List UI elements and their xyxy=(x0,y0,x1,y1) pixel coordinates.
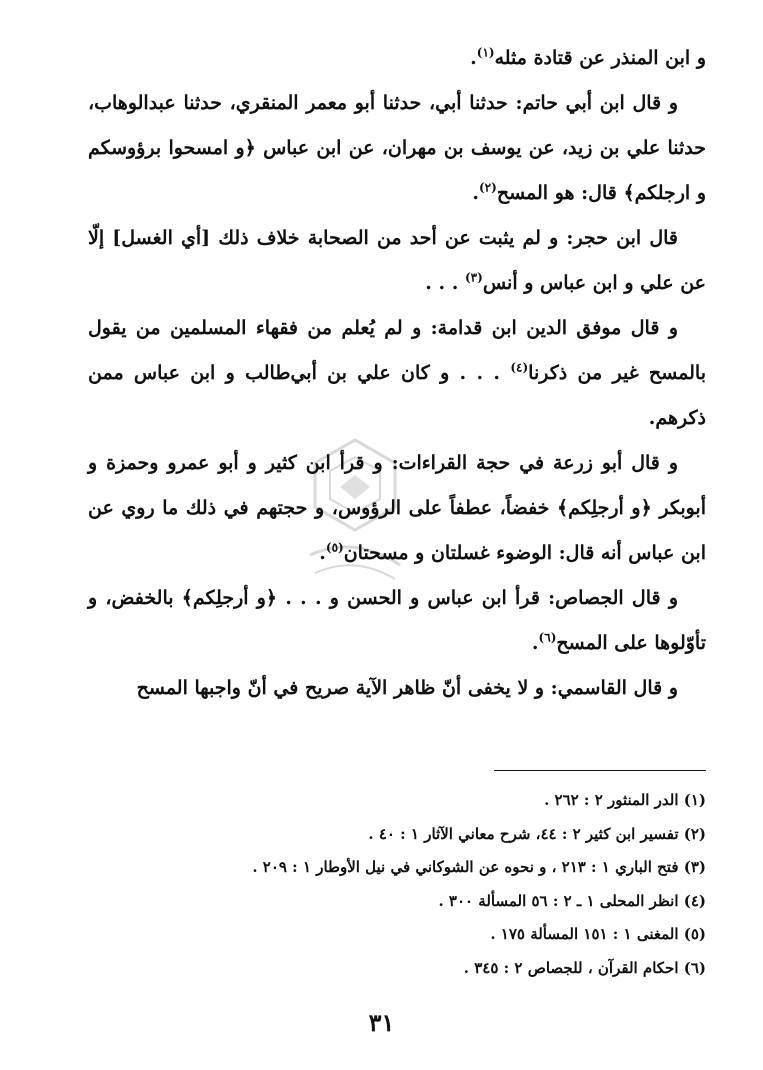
footnote-5: (٥) المغنى ١ : ١٥١ المسألة ١٧٥ . xyxy=(490,925,706,943)
footnote-ref-4: (٤) xyxy=(510,360,529,375)
paragraph-2-text: و قال ابن أبي حاتم: حدثنا أبي، حدثنا أبو معمر المنقري، حدثنا عبدالوهاب، حدثنا علي بن زيد، عن يوسف بن مهران، عن ابن عباس ﴿و امسحوا برؤوسكم و ارجلكم﴾ قال: هو المسح xyxy=(88,92,706,204)
paragraph-6-text: و قال الجصاص: قرأ ابن عباس و الحسن و . . . ﴿و أرجلِكم﴾ بالخفض، و تأوّلوها على المسح xyxy=(88,587,706,654)
paragraph-2 xyxy=(88,81,706,216)
paragraph-1 xyxy=(88,36,706,81)
paragraph-7 xyxy=(88,666,706,711)
main-text xyxy=(88,36,706,711)
paragraph-2-end: . xyxy=(472,182,479,204)
page-number: ٣١ xyxy=(368,1008,395,1037)
paragraph-4-continuation: . . . و كان علي بن أبي‌طالب و ابن عباس ممن ذكرهم. xyxy=(88,362,706,429)
paragraph-7-text: و قال القاسمي: و لا يخفى أنّ ظاهر الآية صريح في أنّ واجبها المسح xyxy=(136,677,678,699)
footnote-ref-5: (٥) xyxy=(325,540,344,555)
paragraph-4 xyxy=(88,306,706,441)
footnote-ref-2: (٢) xyxy=(478,180,497,195)
footnotes xyxy=(130,784,706,985)
footnote-ref-1: (١) xyxy=(476,45,495,60)
paragraph-5-text: و قال أبو زرعة في حجة القراءات: و قرأ ابن كثير و أبو عمرو وحمزة و أبوبكر ﴿و أرجلِكم﴾ خفضاً، عطفاً على الرؤوس، و حجتهم في ذلك ما روي عن ابن عباس أنه قال: الوضوء غسلتان و مسحتان xyxy=(88,452,706,564)
footnote-4: (٤) انظر المحلى ١ ـ ٢ : ٥٦ المسألة ٣٠٠ . xyxy=(438,891,706,910)
paragraph-1-end: . xyxy=(470,47,477,69)
paragraph-3-end: . . . xyxy=(425,272,465,294)
paragraph-4-text: و قال موفق الدين ابن قدامة: و لم يُعلم من فقهاء المسلمين من يقول بالمسح غير من ذكرنا xyxy=(88,317,706,384)
paragraph-1-text: و ابن المنذر عن قتادة مثله xyxy=(494,47,706,69)
footnote-3: (٣) فتح الباري ١ : ٢١٣ ، و نحوه عن الشوكاني في نيل الأوطار ١ : ٢٠٩ . xyxy=(252,858,706,876)
paragraph-6 xyxy=(88,576,706,666)
footnote-6: (٦) احكام القرآن ، للجصاص ٢ : ٣٤٥ . xyxy=(463,958,706,977)
paragraph-3-text: قال ابن حجر: و لم يثبت عن أحد من الصحابة خلاف ذلك [أي الغسل] إلّا عن علي و ابن عباس و أنس xyxy=(88,227,706,294)
footnote-divider xyxy=(494,770,706,771)
footnote-2: (٢) تفسير ابن كثير ٢ : ٤٤، شرح معاني الآثار ١ : ٤٠ . xyxy=(368,824,706,843)
paragraph-5 xyxy=(88,441,706,576)
footnote-1: (١) الدر المنثور ٢ : ٢٦٢ . xyxy=(544,791,706,809)
paragraph-5-end: . xyxy=(319,542,326,564)
footnote-ref-6: (٦) xyxy=(538,630,557,645)
paragraph-6-end: . xyxy=(531,632,539,654)
paragraph-3 xyxy=(88,216,706,306)
footnote-ref-3: (٣) xyxy=(464,270,483,285)
